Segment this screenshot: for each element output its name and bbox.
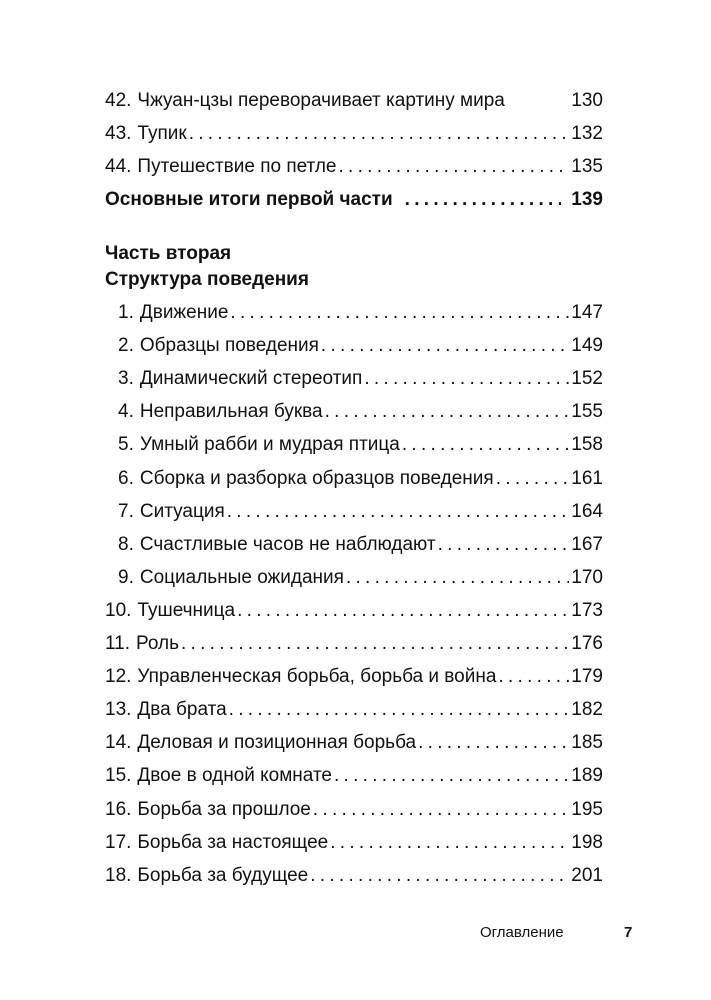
toc-entry: [105, 798, 603, 822]
entry-title: Чжуан-цзы переворачивает картину мира: [137, 90, 505, 111]
entry-number: 15.: [105, 765, 132, 787]
entry-title: Тушечница: [137, 599, 236, 621]
entry-page: 130: [571, 90, 603, 111]
entry-title: Образцы поведения: [139, 335, 319, 357]
entry-title: Тупик: [137, 123, 187, 144]
toc-entry: [118, 433, 603, 457]
entry-page: 170: [571, 566, 603, 588]
entry-number: 5.: [118, 434, 134, 456]
entry-page: 182: [571, 699, 603, 721]
entry-title: Путешествие по петле: [137, 156, 337, 177]
entry-number: 43.: [105, 123, 132, 144]
entry-number: 4.: [118, 401, 134, 423]
toc-entry: [118, 566, 603, 590]
summary-page: 139: [571, 189, 603, 210]
page-number: 7: [624, 924, 633, 941]
entry-title: Умный рабби и мудрая птица: [139, 434, 400, 456]
entry-page: 167: [571, 533, 603, 555]
entry-title: Счастливые часов не наблюдают: [139, 533, 436, 555]
entry-number: 9.: [118, 566, 134, 588]
leader-dots: [310, 864, 569, 888]
entry-title: Динамический стереотип: [139, 368, 363, 390]
leader-dots: [418, 731, 569, 755]
entry-number: 16.: [105, 798, 132, 820]
entry-number: 12.: [105, 666, 132, 688]
leader-dots: [339, 155, 570, 179]
entry-number: 1.: [118, 302, 134, 323]
entry-title: Деловая и позиционная борьба: [137, 732, 417, 754]
entry-page: 158: [571, 434, 603, 456]
toc-entry: [105, 89, 603, 113]
entry-title: Двое в одной комнате: [137, 765, 332, 787]
entry-page: 195: [571, 798, 603, 820]
entry-number: 3.: [118, 368, 134, 390]
leader-dots: [334, 764, 569, 788]
entry-page: 155: [571, 401, 603, 423]
toc-entry: [105, 665, 603, 689]
toc-entry: [105, 764, 603, 788]
entry-page: 132: [571, 123, 603, 144]
entry-number: 44.: [105, 156, 132, 177]
toc-entry: [118, 301, 603, 325]
leader-dots: [189, 122, 570, 146]
entry-title: Неправильная буква: [139, 401, 323, 423]
leader-dots: [321, 334, 569, 358]
entry-number: 6.: [118, 467, 134, 489]
entry-number: 2.: [118, 335, 134, 357]
entry-page: 164: [571, 500, 603, 522]
entry-title: Социальные ожидания: [139, 566, 344, 588]
entry-page: 176: [571, 633, 603, 654]
entry-number: 11.: [105, 633, 131, 654]
toc-entry: [118, 400, 603, 424]
toc-entry: [105, 155, 603, 179]
toc-entry: [118, 334, 603, 358]
entry-number: 17.: [105, 831, 132, 853]
toc-entry: [105, 632, 603, 656]
entry-number: 13.: [105, 699, 132, 721]
leader-dots: [405, 188, 562, 212]
toc-entry: [105, 864, 603, 888]
toc-entry: [118, 500, 603, 524]
entry-number: 10.: [105, 599, 132, 621]
entry-page: 149: [571, 335, 603, 357]
entry-title: Ситуация: [139, 500, 225, 522]
toc-entry: [105, 831, 603, 855]
entry-number: 8.: [118, 533, 134, 555]
leader-dots: [402, 433, 569, 457]
toc-entry: [105, 599, 603, 623]
entry-page: 179: [571, 666, 603, 688]
entry-page: 198: [571, 831, 603, 853]
entry-title: Движение: [139, 302, 229, 323]
leader-dots: [313, 798, 569, 822]
leader-dots: [346, 566, 569, 590]
entry-page: 173: [571, 599, 603, 621]
entry-page: 185: [571, 732, 603, 754]
entry-number: 7.: [118, 500, 134, 522]
footer-label: Оглавление: [480, 924, 564, 941]
leader-dots: [364, 367, 569, 391]
leader-dots: [496, 467, 570, 491]
leader-dots: [181, 632, 569, 656]
toc-entry: [105, 731, 603, 755]
entry-title: Борьба за будущее: [137, 864, 309, 886]
leader-dots: [230, 301, 569, 325]
toc-entry: [118, 367, 603, 391]
entry-page: 135: [571, 156, 603, 177]
toc-entry: [118, 467, 603, 491]
entry-title: Борьба за настоящее: [137, 831, 329, 853]
entry-page: 201: [571, 864, 603, 886]
toc-summary-entry: [105, 188, 603, 212]
entry-page: 147: [571, 302, 603, 323]
entry-title: Управленческая борьба, борьба и война: [137, 666, 497, 688]
toc-entry: [105, 122, 603, 146]
summary-title: Основные итоги первой части: [105, 189, 393, 210]
entry-title: Роль: [136, 633, 179, 654]
leader-dots: [438, 533, 570, 557]
entry-number: 42.: [105, 90, 132, 111]
entry-page: 189: [571, 765, 603, 787]
leader-dots: [498, 665, 569, 689]
entry-title: Борьба за прошлое: [137, 798, 311, 820]
entry-page: 152: [571, 368, 603, 390]
leader-dots: [237, 599, 569, 623]
toc-entry: [105, 698, 603, 722]
leader-dots: [227, 500, 570, 524]
entry-title: Два брата: [137, 699, 227, 721]
entry-number: 14.: [105, 732, 132, 754]
toc-entry: [118, 533, 603, 557]
entry-page: 161: [571, 467, 603, 489]
leader-dots: [330, 831, 569, 855]
part-label: Часть вторая: [105, 243, 232, 264]
leader-dots: [325, 400, 570, 424]
part-title: Структура поведения: [105, 269, 309, 290]
entry-number: 18.: [105, 864, 132, 886]
entry-title: Сборка и разборка образцов поведения: [139, 467, 494, 489]
leader-dots: [229, 698, 570, 722]
